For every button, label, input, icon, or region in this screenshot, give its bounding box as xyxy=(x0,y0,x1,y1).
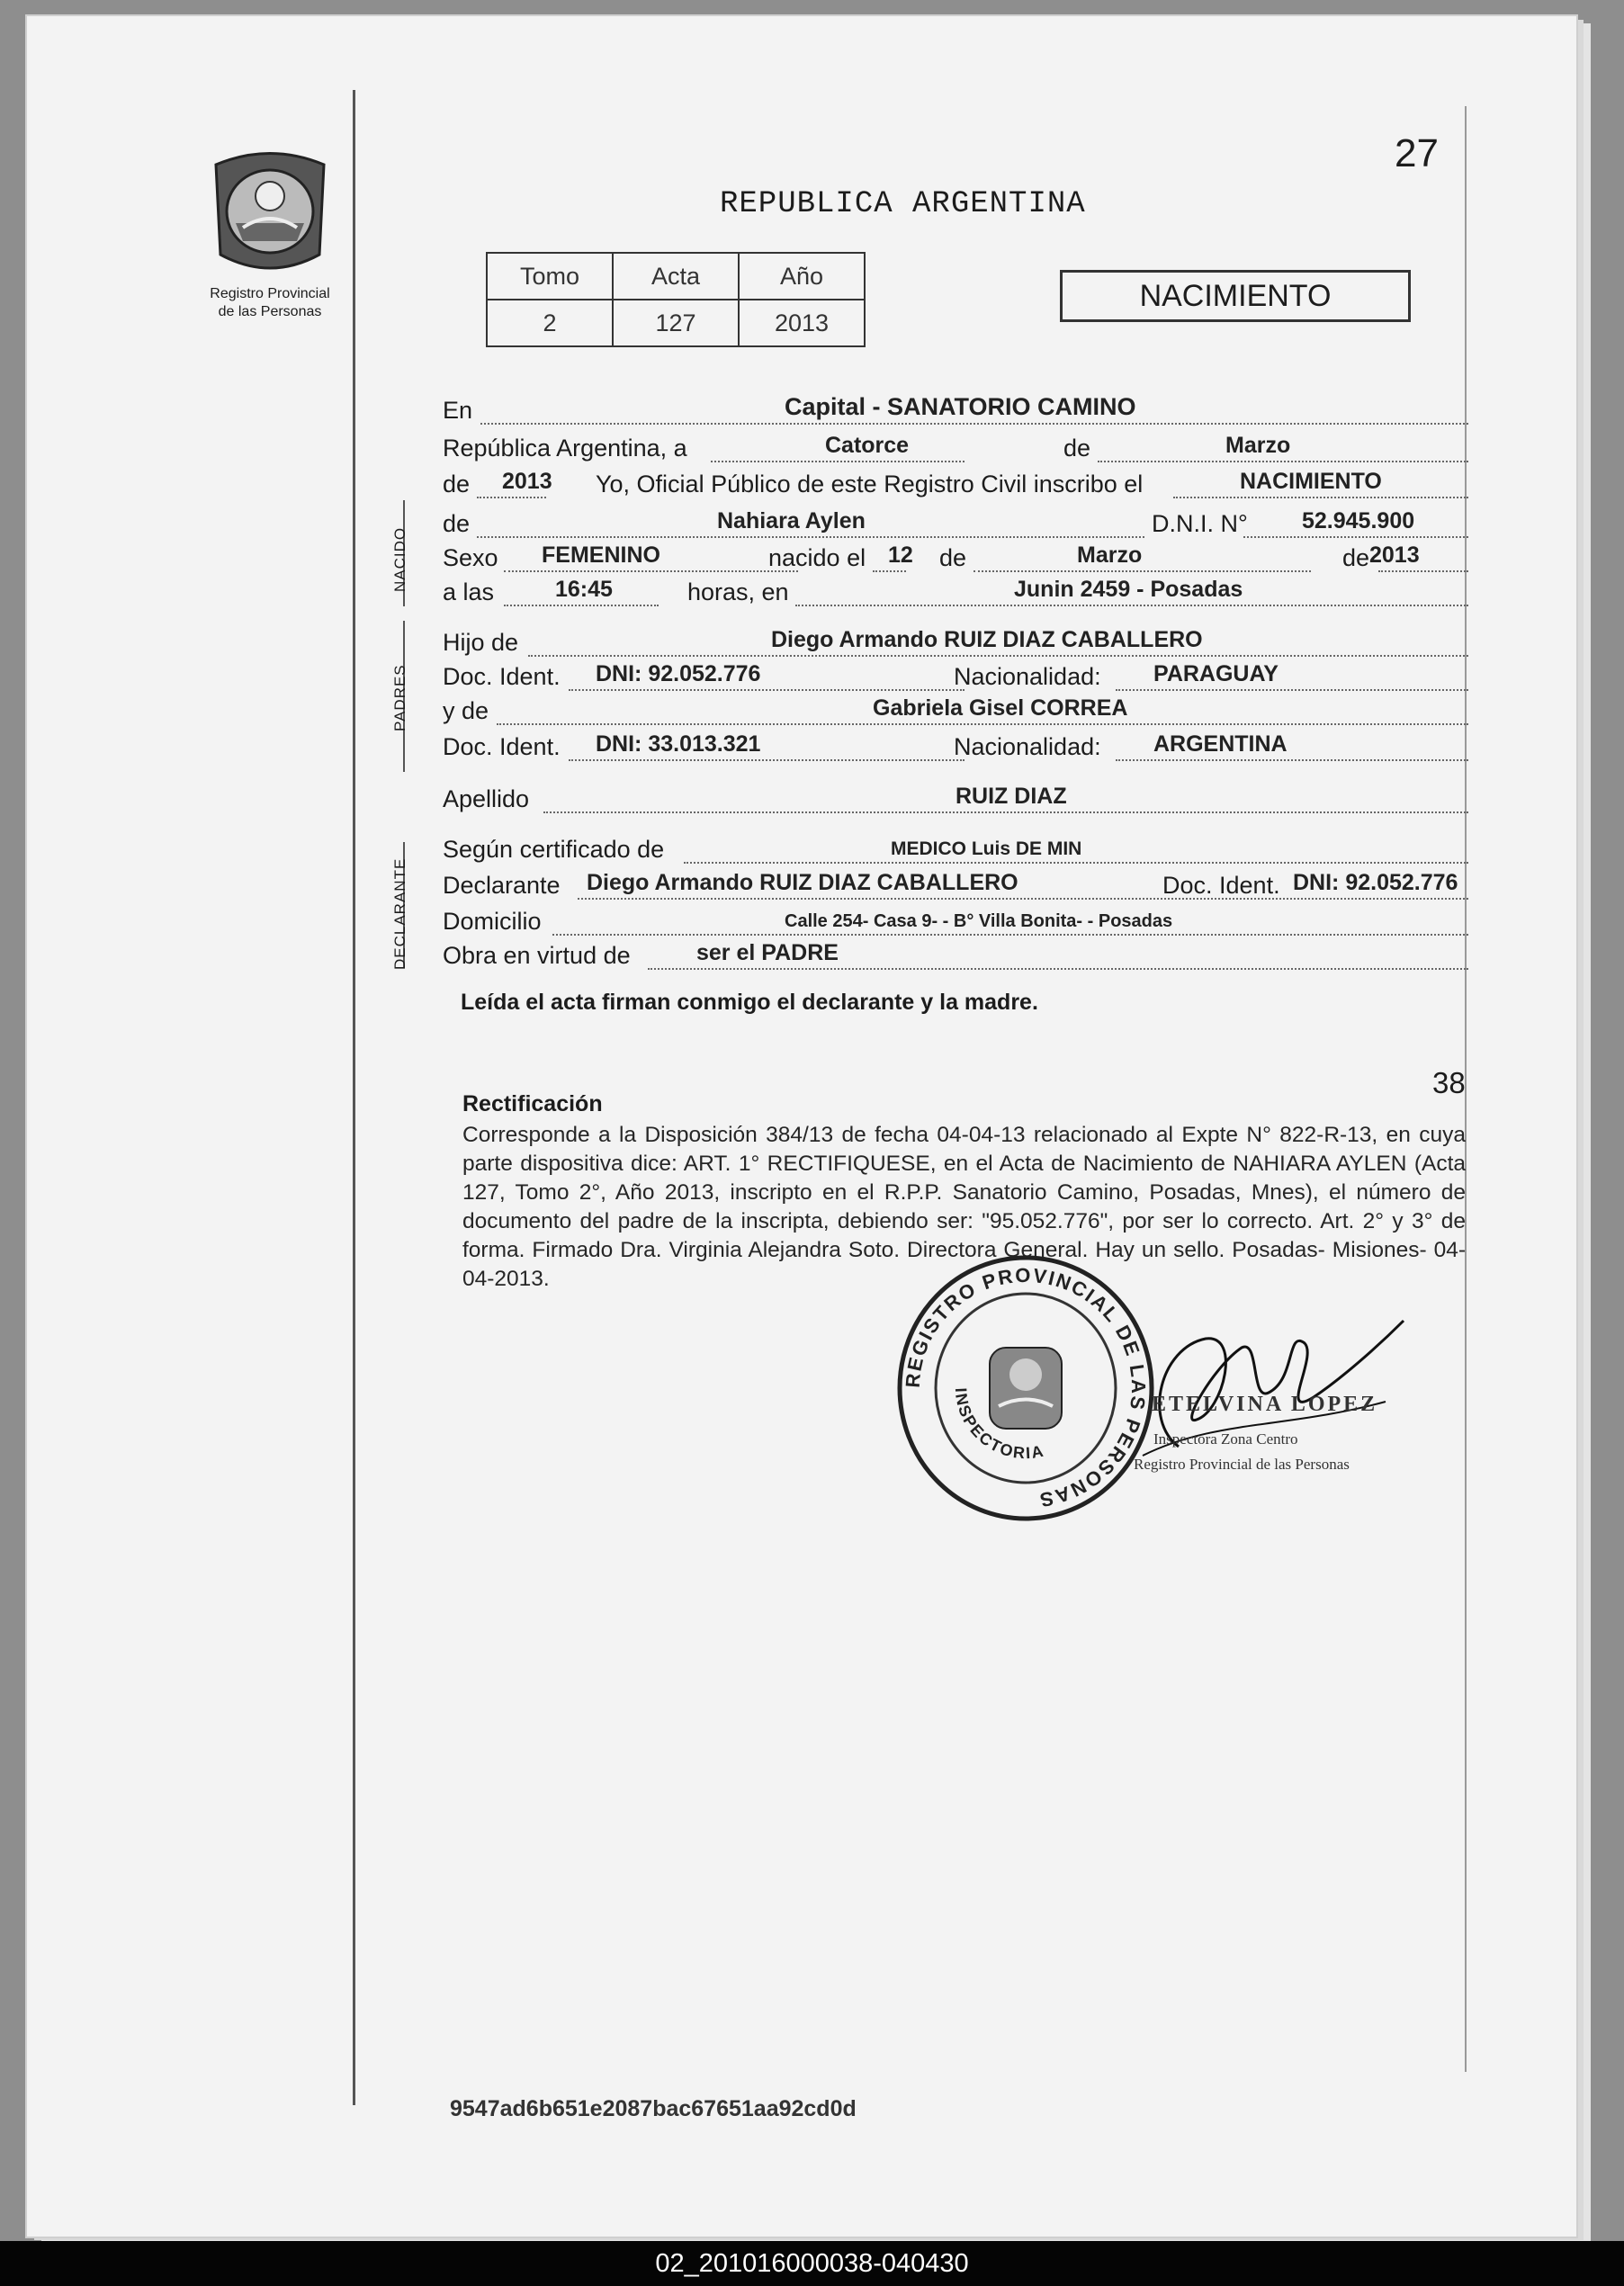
value-domicilio-nac: Junin 2459 - Posadas xyxy=(1014,577,1243,602)
row-padre-doc xyxy=(443,659,1468,693)
row-declarante xyxy=(443,867,1468,901)
document-title: REPUBLICA ARGENTINA xyxy=(720,187,1086,221)
label-de-year: de xyxy=(443,471,471,498)
label-yo-oficial: Yo, Oficial Público de este Registro Civil inscribo el xyxy=(596,471,1144,498)
file-id-bar: 02_201016000038-040430 xyxy=(0,2241,1624,2286)
value-madre-nac: ARGENTINA xyxy=(1153,731,1288,757)
value-madre-dni: DNI: 33.013.321 xyxy=(596,731,761,757)
label-doc-ident: Doc. Ident. xyxy=(443,663,561,690)
rectification-body: Corresponde a la Disposición 384/13 de fecha 04-04-13 relacionado al Expte N° 822-R-13, en cuya parte dispositiva dice: ART. 1° RECTIFIQUESE, en el Acta de Nacimiento de NAHIARA AYLEN (Acta 127, Tomo 2°, Año 2013, inscripto en el R.P.P. Sanatorio Camino, Posadas, Mnes), el número de documento del padre de la inscripta, debiendo ser: "95.052.776", por ser lo correcto. Art. 2° y 3° de forma. Firmado Dra. Virginia Alejandra Soto. Directora General. Hay un sello. Posadas- Misiones- 04-04-2013. xyxy=(462,1123,1466,1291)
value-anio: 2013 xyxy=(739,300,865,346)
label-doc-ident2: Doc. Ident. xyxy=(443,733,561,760)
value-mes-nac: Marzo xyxy=(1077,542,1143,568)
label-dni: D.N.I. N° xyxy=(1152,510,1248,537)
value-anio: 2013 xyxy=(502,469,552,494)
header-acta: Acta xyxy=(613,253,739,300)
label-domicilio: Domicilio xyxy=(443,908,542,935)
closing-statement: Leída el acta firman conmigo el declarante y la madre. xyxy=(461,990,1038,1015)
row-fecha xyxy=(443,430,1468,464)
side-label-nacido: NACIDO xyxy=(391,526,408,592)
label-horas-en: horas, en xyxy=(687,578,789,605)
label-en: En xyxy=(443,397,473,424)
stamp-ring-text: REGISTRO PROVINCIAL DE LAS PERSONAS xyxy=(901,1263,1151,1512)
row-obra xyxy=(443,937,1468,972)
label-segun: Según certificado de xyxy=(443,836,665,863)
value-lugar: Capital - SANATORIO CAMINO xyxy=(785,393,1136,420)
row-nombre xyxy=(443,506,1468,540)
stamp-inner-text: INSPECTORIA xyxy=(951,1387,1046,1463)
value-padre-dni: DNI: 92.052.776 xyxy=(596,661,761,686)
row-madre xyxy=(443,693,1468,727)
value-madre: Gabriela Gisel CORREA xyxy=(873,695,1128,721)
header-tomo: Tomo xyxy=(487,253,613,300)
label-declarante: Declarante xyxy=(443,872,561,899)
row-lugar xyxy=(443,392,1468,426)
value-hora: 16:45 xyxy=(555,577,613,602)
label-doc-ident3: Doc. Ident. xyxy=(1162,872,1280,899)
label-de: de xyxy=(1063,435,1091,462)
value-certificado: MEDICO Luis DE MIN xyxy=(891,838,1082,859)
value-tomo: 2 xyxy=(487,300,613,346)
value-dia: Catorce xyxy=(825,433,910,458)
value-obra: ser el PADRE xyxy=(696,940,839,965)
document-hash: 9547ad6b651e2087bac67651aa92cd0d xyxy=(450,2096,857,2121)
signatory-name: ETELVINA LOPEZ xyxy=(1152,1393,1378,1416)
label-nacionalidad2: Nacionalidad: xyxy=(954,733,1101,760)
label-sexo: Sexo xyxy=(443,544,498,571)
label-obra: Obra en virtud de xyxy=(443,942,631,969)
registry-label-line1: Registro Provincial xyxy=(210,286,330,301)
label-y-de: y de xyxy=(443,697,489,724)
label-de2: de xyxy=(939,544,967,571)
header-anio: Año xyxy=(739,253,865,300)
value-dni: 52.945.900 xyxy=(1302,508,1415,533)
label-apellido: Apellido xyxy=(443,785,530,812)
signatory-org: Registro Provincial de las Personas xyxy=(1134,1456,1350,1473)
rectification-number: 38 xyxy=(1432,1066,1466,1099)
row-certificado xyxy=(443,831,1468,865)
value-padre: Diego Armando RUIZ DIAZ CABALLERO xyxy=(771,627,1203,652)
row-hora xyxy=(443,574,1468,608)
side-label-declarante: DECLARANTE xyxy=(391,857,408,970)
row-apellido xyxy=(443,781,1468,815)
side-label-padres: PADRES xyxy=(391,664,408,731)
record-table xyxy=(486,252,866,347)
label-a-las: a las xyxy=(443,578,495,605)
registry-logo xyxy=(180,147,360,321)
row-sexo xyxy=(443,540,1468,574)
label-nacionalidad: Nacionalidad: xyxy=(954,663,1101,690)
value-tipo: NACIMIENTO xyxy=(1240,469,1382,494)
row-domicilio xyxy=(443,903,1468,937)
label-nacido-el: nacido el xyxy=(768,544,866,571)
margin-line xyxy=(353,90,355,2105)
value-mes: Marzo xyxy=(1225,433,1291,458)
value-dia-nac: 12 xyxy=(888,542,913,568)
row-anio xyxy=(443,466,1468,500)
label-de3: de xyxy=(1342,544,1370,571)
rectification-title: Rectificación xyxy=(462,1091,603,1116)
value-apellido: RUIZ DIAZ xyxy=(956,784,1067,809)
label-nacido-de: de xyxy=(443,510,471,537)
page-number: 27 xyxy=(1395,131,1439,175)
record-type-box: NACIMIENTO xyxy=(1060,270,1411,322)
registry-label-line2: de las Personas xyxy=(218,304,322,319)
value-declarante-dni: DNI: 92.052.776 xyxy=(1293,870,1458,895)
value-sexo: FEMENINO xyxy=(542,542,660,568)
value-nombre: Nahiara Aylen xyxy=(717,508,866,533)
value-acta: 127 xyxy=(613,300,739,346)
value-domicilio: Calle 254- Casa 9- - B° Villa Bonita- - Posadas xyxy=(785,911,1173,931)
row-madre-doc xyxy=(443,729,1468,763)
label-republica: República Argentina, a xyxy=(443,435,687,462)
value-padre-nac: PARAGUAY xyxy=(1153,661,1279,686)
label-hijo-de: Hijo de xyxy=(443,629,519,656)
signatory-role: Inspectora Zona Centro xyxy=(1153,1430,1298,1448)
value-anio-nac: 2013 xyxy=(1369,542,1420,568)
province-seal-icon xyxy=(198,147,342,282)
row-padre xyxy=(443,624,1468,659)
value-declarante: Diego Armando RUIZ DIAZ CABALLERO xyxy=(587,870,1018,895)
document-page xyxy=(27,16,1576,2237)
